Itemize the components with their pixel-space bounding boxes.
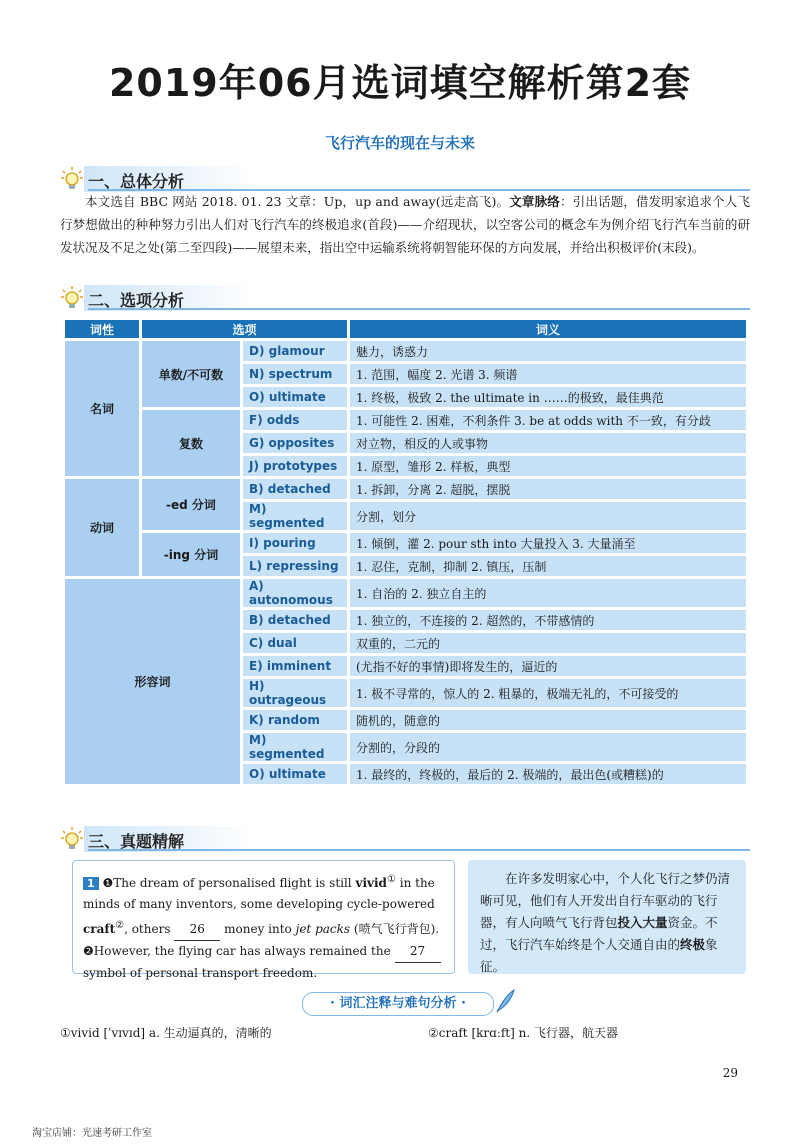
section-options-header	[60, 285, 750, 311]
option-definition: 分割，划分	[349, 501, 748, 532]
footer-shop-label: 淘宝店铺：光速考研工作室	[32, 1128, 152, 1139]
option-word: C) dual	[242, 632, 349, 655]
option-word: L) repressing	[242, 555, 349, 578]
option-definition: (尤指不好的事情)即将发生的，逼近的	[349, 655, 748, 678]
option-definition: 1. 最终的，终极的，最后的 2. 极端的，最出色(或糟糕)的	[349, 763, 748, 786]
blank-27: 27	[395, 941, 441, 963]
blank-26: 26	[174, 919, 220, 941]
lightbulb-icon	[60, 285, 84, 311]
table-row	[64, 578, 748, 609]
option-definition: 分割的，分段的	[349, 732, 748, 763]
option-word: K) random	[242, 709, 349, 732]
option-definition: 1. 可能性 2. 困难，不利条件 3. be at odds with 不一致，有分歧	[349, 409, 748, 432]
option-definition: 1. 极不寻常的，惊人的 2. 粗暴的，极端无礼的，不可接受的	[349, 678, 748, 709]
option-definition: 魅力，诱惑力	[349, 340, 748, 363]
question-passage: 1 ❶The dream of personalised flight is still vivid① in the minds of many inventors, some developing cycle-powered craft②, others 26 money into jet packs (喷气飞行背包). ❷However, the flying car has always remained the 27 symbol of personal transport freedom.	[72, 860, 455, 974]
option-definition: 1. 独立的，不连接的 2. 超然的，不带感情的	[349, 609, 748, 632]
header-option: 选项	[141, 319, 349, 340]
option-word: F) odds	[242, 409, 349, 432]
option-word: N) spectrum	[242, 363, 349, 386]
option-word: H) outrageous	[242, 678, 349, 709]
sub-ed: -ed 分词	[141, 478, 242, 532]
page-number: 29	[722, 1066, 738, 1080]
table-row	[64, 340, 748, 363]
header-meaning: 词义	[349, 319, 748, 340]
option-word: M) segmented	[242, 501, 349, 532]
table-row	[64, 532, 748, 555]
context-label: 文章脉络	[509, 194, 560, 209]
option-definition: 1. 倾倒，灌 2. pour sth into 大量投入 3. 大量涌至	[349, 532, 748, 555]
pos-noun: 名词	[64, 340, 141, 478]
option-word: G) opposites	[242, 432, 349, 455]
pos-adjective: 形容词	[64, 578, 242, 786]
option-definition: 1. 自治的 2. 独立自主的	[349, 578, 748, 609]
section-title: 一、总体分析	[88, 172, 185, 191]
option-word: I) pouring	[242, 532, 349, 555]
option-word: B) detached	[242, 609, 349, 632]
sub-singular: 单数/不可数	[141, 340, 242, 409]
vocab-heading: · 词汇注释与难句分析 ·	[302, 992, 494, 1016]
table-row	[64, 478, 748, 501]
option-definition: 1. 忍住，克制，抑制 2. 镇压，压制	[349, 555, 748, 578]
option-word: A) autonomous	[242, 578, 349, 609]
sub-ing: -ing 分词	[141, 532, 242, 578]
option-definition: 1. 拆卸，分离 2. 超脱，摆脱	[349, 478, 748, 501]
option-word: O) ultimate	[242, 763, 349, 786]
translation-box: 在许多发明家心中，个人化飞行之梦仍清晰可见，他们有人开发出自行车驱动的飞行器，有人向喷气飞行背包投入大量资金。不过，飞行汽车始终是个人交通自由的终极象征。	[468, 860, 746, 974]
option-word: M) segmented	[242, 732, 349, 763]
article-subtitle: 飞行汽车的现在与未来	[324, 134, 475, 152]
option-definition: 1. 原型，雏形 2. 样板，典型	[349, 455, 748, 478]
section-analysis-header	[60, 826, 750, 852]
page-title: 2019年06月选词填空解析第2套	[108, 61, 692, 105]
section-title: 二、选项分析	[88, 291, 185, 310]
option-word: J) prototypes	[242, 455, 349, 478]
table-header-row	[64, 319, 748, 340]
header-pos: 词性	[64, 319, 141, 340]
option-word: B) detached	[242, 478, 349, 501]
question-number: 1	[83, 877, 99, 890]
vocab-item-vivid: ①vivid [ˈvɪvɪd] a. 生动逼真的，清晰的	[60, 1026, 272, 1040]
options-table	[62, 317, 749, 787]
vocab-item-craft: ②craft [krɑːft] n. 飞行器，航天器	[428, 1026, 618, 1040]
option-word: D) glamour	[242, 340, 349, 363]
pos-verb: 动词	[64, 478, 141, 578]
sub-plural: 复数	[141, 409, 242, 478]
table-row	[64, 409, 748, 432]
lightbulb-icon	[60, 826, 84, 852]
option-definition: 对立物，相反的人或事物	[349, 432, 748, 455]
option-word: E) imminent	[242, 655, 349, 678]
section-title: 三、真题精解	[88, 832, 185, 851]
option-definition: 双重的，二元的	[349, 632, 748, 655]
option-definition: 1. 终极，极致 2. the ultimate in ……的极致，最佳典范	[349, 386, 748, 409]
option-word: O) ultimate	[242, 386, 349, 409]
option-definition: 随机的，随意的	[349, 709, 748, 732]
overview-paragraph: 本文选自 BBC 网站 2018. 01. 23 文章：Up，up and away(远走高飞)。文章脉络：引出话题，借发明家追求个人飞行梦想做出的种种努力引出人们对飞行汽车的终极追求(首段)——介绍现状，以空客公司的概念车为例介绍飞行汽车当前的研发状况及不足之处(第二至四段)——展望未来，指出空中运输系统将朝智能环保的方向发展，并给出积极评价(末段)。	[60, 194, 750, 255]
option-definition: 1. 范围，幅度 2. 光谱 3. 频谱	[349, 363, 748, 386]
lightbulb-icon	[60, 166, 84, 192]
section-overview-header	[60, 166, 750, 192]
quill-icon	[494, 988, 516, 1014]
